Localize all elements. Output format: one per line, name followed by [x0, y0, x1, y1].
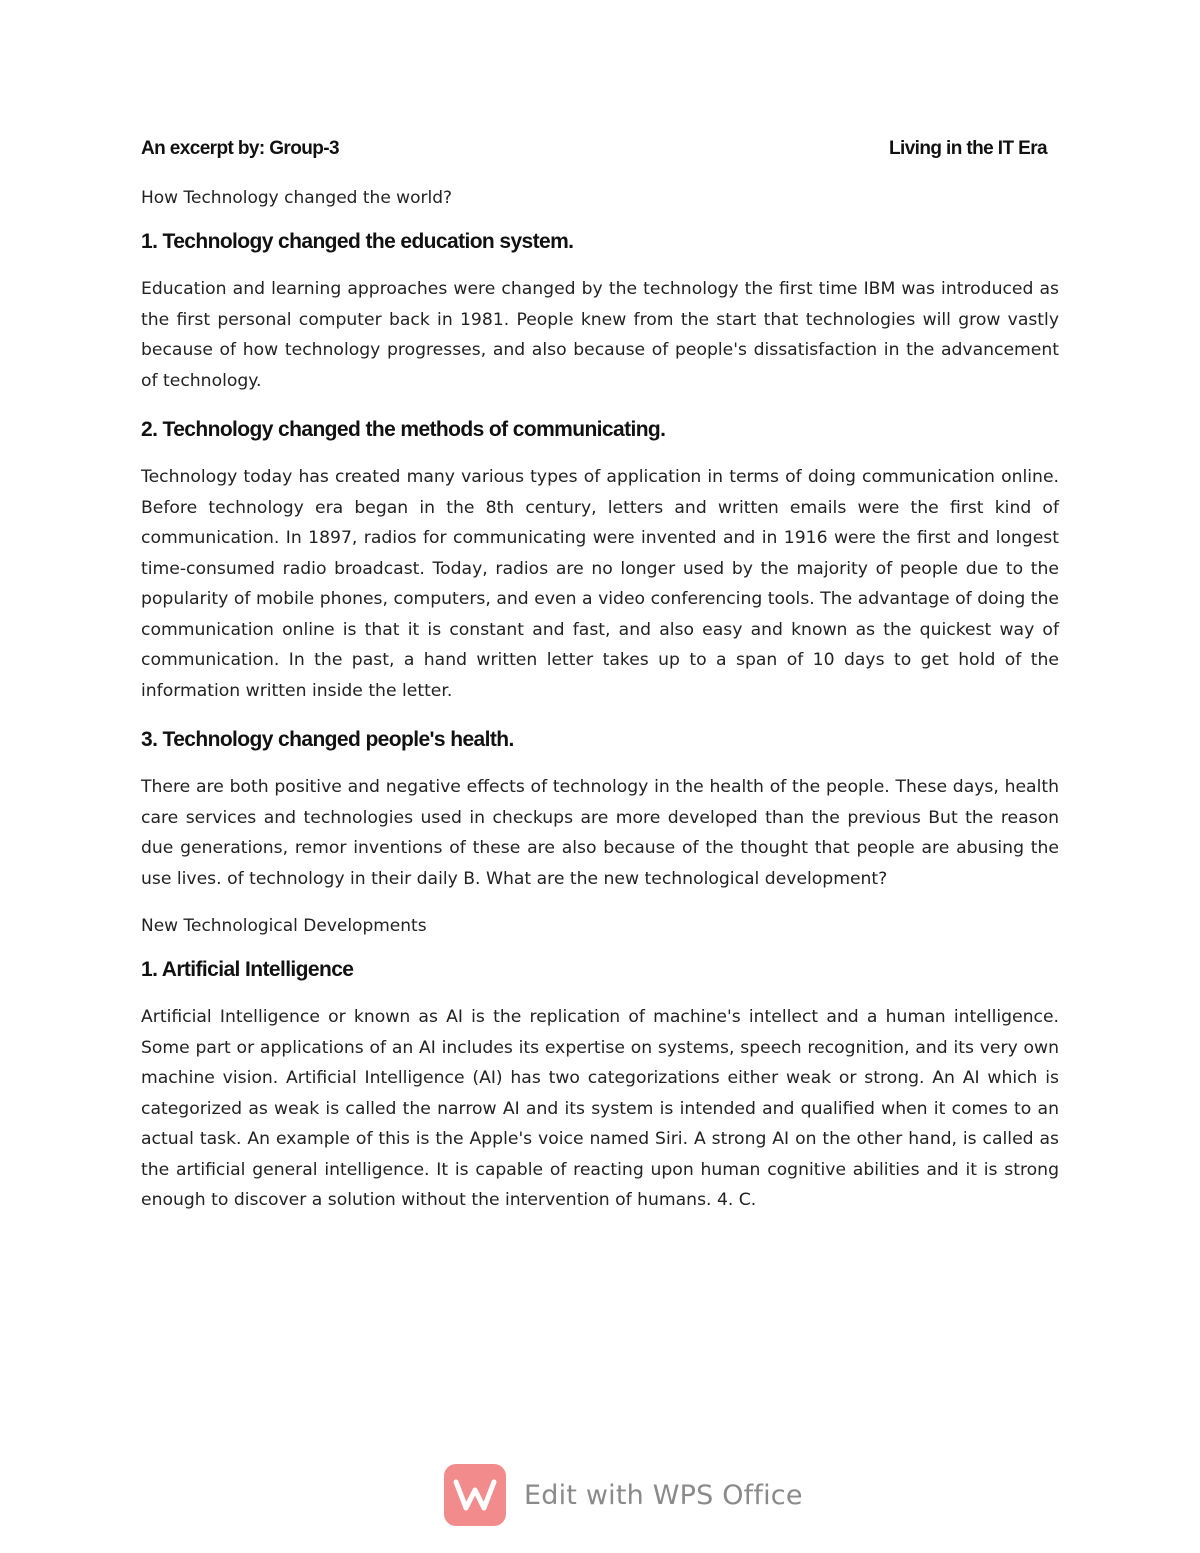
section-body-education: Education and learning approaches were changed by the technology the first time IBM was introduced as the first personal computer back in 1981. People knew from the start that technologies will grow vastly because of how technology progresses, and also because of people's dissatisfaction in the advancement of technology. [141, 279, 1059, 391]
page-header [141, 138, 1047, 160]
intro-question: How Technology changed the world? [141, 188, 453, 208]
wps-logo-icon [444, 1464, 506, 1526]
development-heading-ai: 1. Artificial Intelligence [141, 958, 354, 981]
header-right: Living in the IT Era [889, 138, 1047, 159]
section-heading-communication: 2. Technology changed the methods of communicating. [141, 418, 666, 441]
document-page [141, 138, 1059, 1216]
wps-watermark[interactable] [444, 1464, 803, 1526]
header-left: An excerpt by: Group-3 [141, 138, 339, 159]
wps-watermark-text: Edit with WPS Office [524, 1479, 803, 1511]
section-heading-education: 1. Technology changed the education system. [141, 230, 574, 253]
developments-subheading: New Technological Developments [141, 916, 427, 936]
section-body-communication: Technology today has created many various types of application in terms of doing communication online. Before technology era began in the 8th century, letters and written emails were the first kind of communication. In 1897, radios for communicating were invented and in 1916 were the first and longest time-consumed radio broadcast. Today, radios are no longer used by the majority of people due to the popularity of mobile phones, computers, and even a video conferencing tools. The advantage of doing the communication online is that it is constant and fast, and also easy and known as the quickest way of communication. In the past, a hand written letter takes up to a span of 10 days to get hold of the information written inside the letter. [141, 467, 1059, 701]
section-body-health: There are both positive and negative effects of technology in the health of the people. These days, health care services and technologies used in checkups are more developed than the previous But the reason due generations, remor inventions of these are also because of the thought that people are abusing the use lives. of technology in their daily B. What are the new technological development? [141, 777, 1059, 889]
development-body-ai: Artificial Intelligence or known as AI is the replication of machine's intellect and a human intelligence. Some part or applications of an AI includes its expertise on systems, speech recognition, and its very own machine vision. Artificial Intelligence (AI) has two categorizations either weak or strong. An AI which is categorized as weak is called the narrow AI and its system is intended and qualified when it comes to an actual task. An example of this is the Apple's voice named Siri. A strong AI on the other hand, is called as the artificial general intelligence. It is capable of reacting upon human cognitive abilities and it is strong enough to discover a solution without the intervention of humans. 4. C. [141, 1007, 1059, 1210]
section-heading-health: 3. Technology changed people's health. [141, 728, 514, 751]
